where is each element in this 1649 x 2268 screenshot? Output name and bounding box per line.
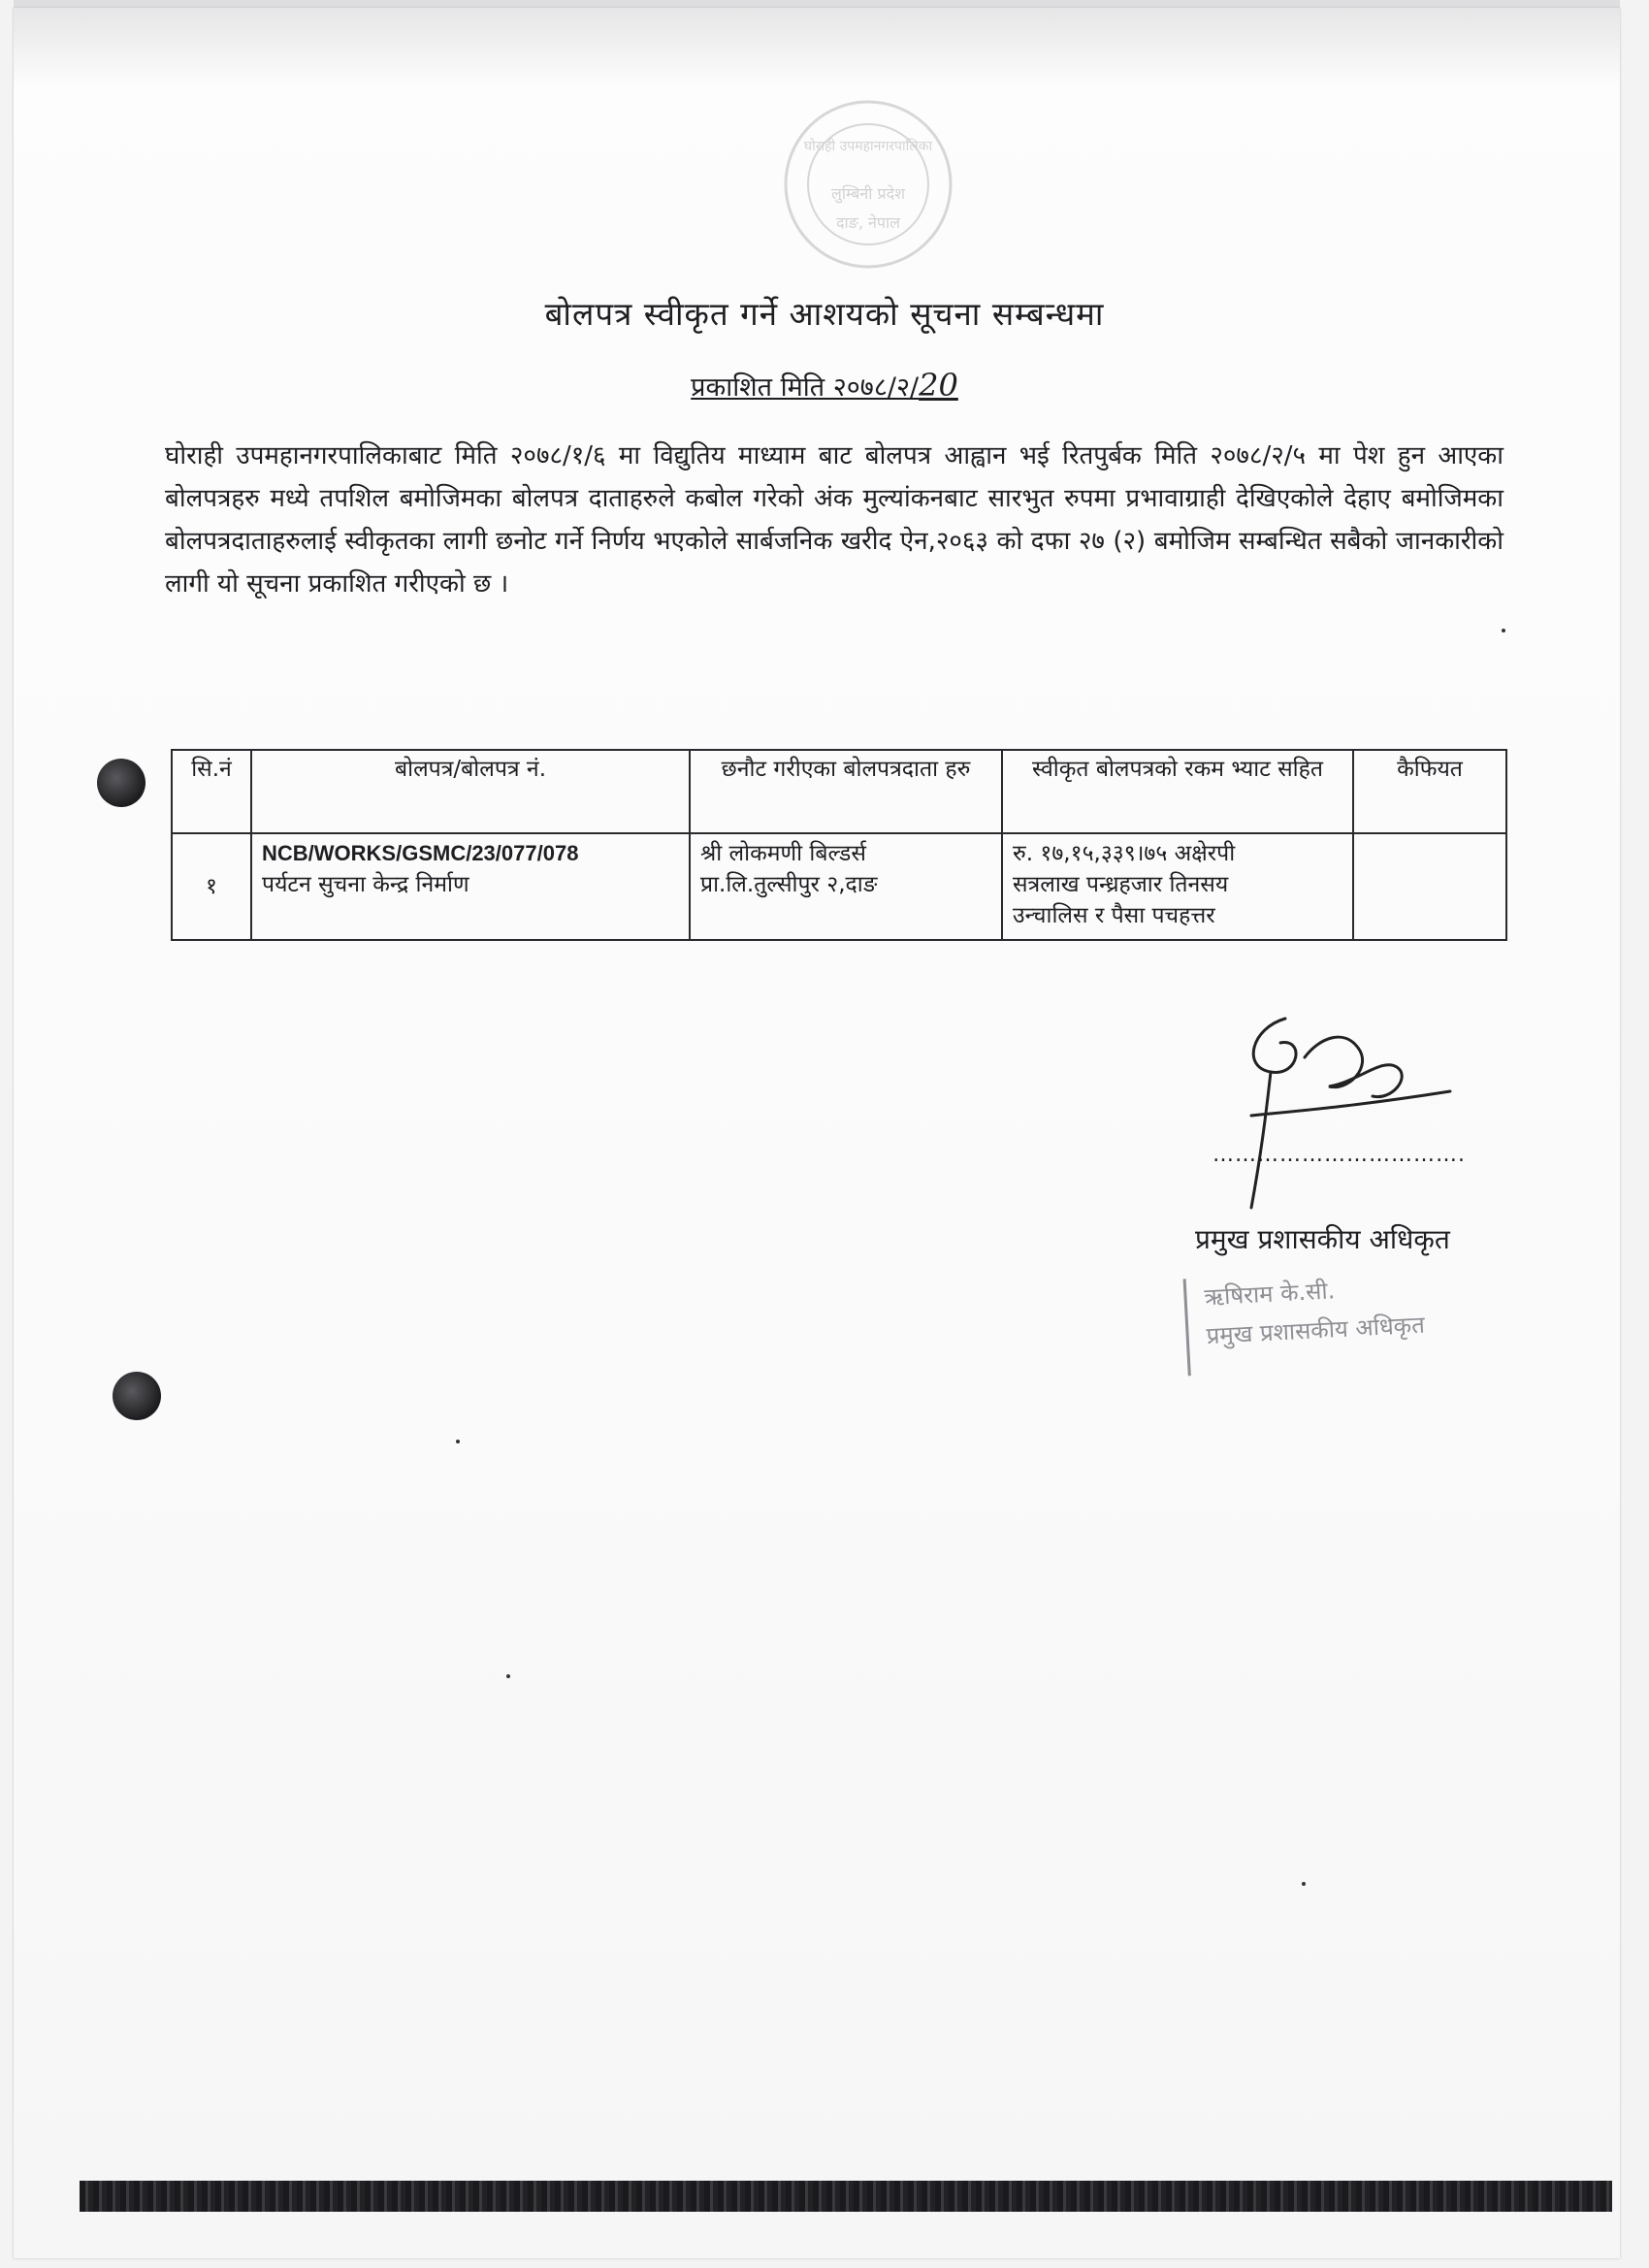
bidder-address: प्रा.लि.तुल्सीपुर २,दाङ (700, 872, 878, 897)
table-row (172, 833, 1506, 940)
scan-speck (456, 1440, 460, 1443)
seal-text-3: दाङ, नेपाल (836, 213, 900, 232)
officer-title: प्रमुख प्रशासकीय अधिकृत (1195, 1223, 1450, 1255)
bid-name: पर्यटन सुचना केन्द्र निर्माण (262, 872, 469, 897)
cell-bid (251, 833, 690, 940)
amount-figures: रु. १७,१५,३३९।७५ अक्षेरपी (1013, 841, 1236, 866)
handwritten-signature (1212, 999, 1465, 1222)
bidder-name: श्री लोकमणी बिल्डर्स (700, 841, 866, 866)
cell-bidder (690, 833, 1002, 940)
table-header-row (172, 750, 1506, 833)
signature-line: ……………………………. (1212, 1143, 1466, 1167)
header-sn: सि.नं (172, 750, 251, 833)
published-label: प्रकाशित मिति २०७८/२/ (691, 373, 920, 403)
header-bidder: छनौट गरीएका बोलपत्रदाता हरु (690, 750, 1002, 833)
cell-remarks (1353, 833, 1506, 940)
punch-hole-top (97, 759, 146, 807)
header-bid-no: बोलपत्र/बोलपत्र नं. (251, 750, 690, 833)
bid-number: NCB/WORKS/GSMC/23/077/078 (262, 841, 579, 865)
scan-speck (1502, 629, 1505, 632)
header-amount: स्वीकृत बोलपत्रको रकम भ्याट सहित (1002, 750, 1353, 833)
stamp-name: ऋषिराम के.सी. (1203, 1277, 1336, 1312)
faded-seal (766, 92, 970, 276)
scan-speck (506, 1674, 510, 1678)
scan-shadow (14, 0, 1620, 87)
award-table (171, 749, 1507, 941)
amount-words-1: सत्रलाख पन्ध्रहजार तिनसय (1013, 872, 1229, 897)
scan-speck (1302, 1882, 1306, 1886)
officer-stamp (1183, 1263, 1500, 1377)
stamp-title: प्रमुख प्रशासकीय अधिकृत (1205, 1311, 1426, 1350)
notice-title: बोलपत्र स्वीकृत गर्ने आशयको सूचना सम्बन्धमा (544, 295, 1105, 333)
seal-text-2: लुम्बिनी प्रदेश (831, 184, 905, 203)
header-remarks: कैफियत (1353, 750, 1506, 833)
scan-edge-bar (80, 2181, 1612, 2212)
amount-words-2: उन्चालिस र पैसा पचहत्तर (1013, 903, 1215, 928)
cell-sn: १ (172, 833, 251, 940)
notice-body: घोराही उपमहानगरपालिकाबाट मिति २०७८/१/६ मा विद्युतिय माध्याम बाट बोलपत्र आह्वान भई रितपुर्बक मिति २०७८/२/५ मा पेश हुन आएका बोलपत्रहरु मध्ये तपशिल बमोजिमका बोलपत्र दाताहरुले कबोल गरेको अंक मुल्यांकनबाट सारभुत रुपमा प्रभावाग्राही देखिएकोले देहाए बमोजिमका बोलपत्रदाताहरुलाई स्वीकृतका लागी छनोट गर्ने निर्णय भएकोले सार्बजनिक खरीद ऐन,२०६३ को दफा २७ (२) बमोजिम सम्बन्धित सबैको जानकारीको लागी यो सूचना प्रकाशित गरीएको छ । (165, 441, 1504, 599)
punch-hole-bottom (113, 1372, 161, 1420)
seal-text-1: घोराही उपमहानगरपालिका (803, 139, 933, 154)
published-day: 20 (919, 367, 958, 404)
cell-amount (1002, 833, 1353, 940)
published-date (0, 367, 1649, 404)
